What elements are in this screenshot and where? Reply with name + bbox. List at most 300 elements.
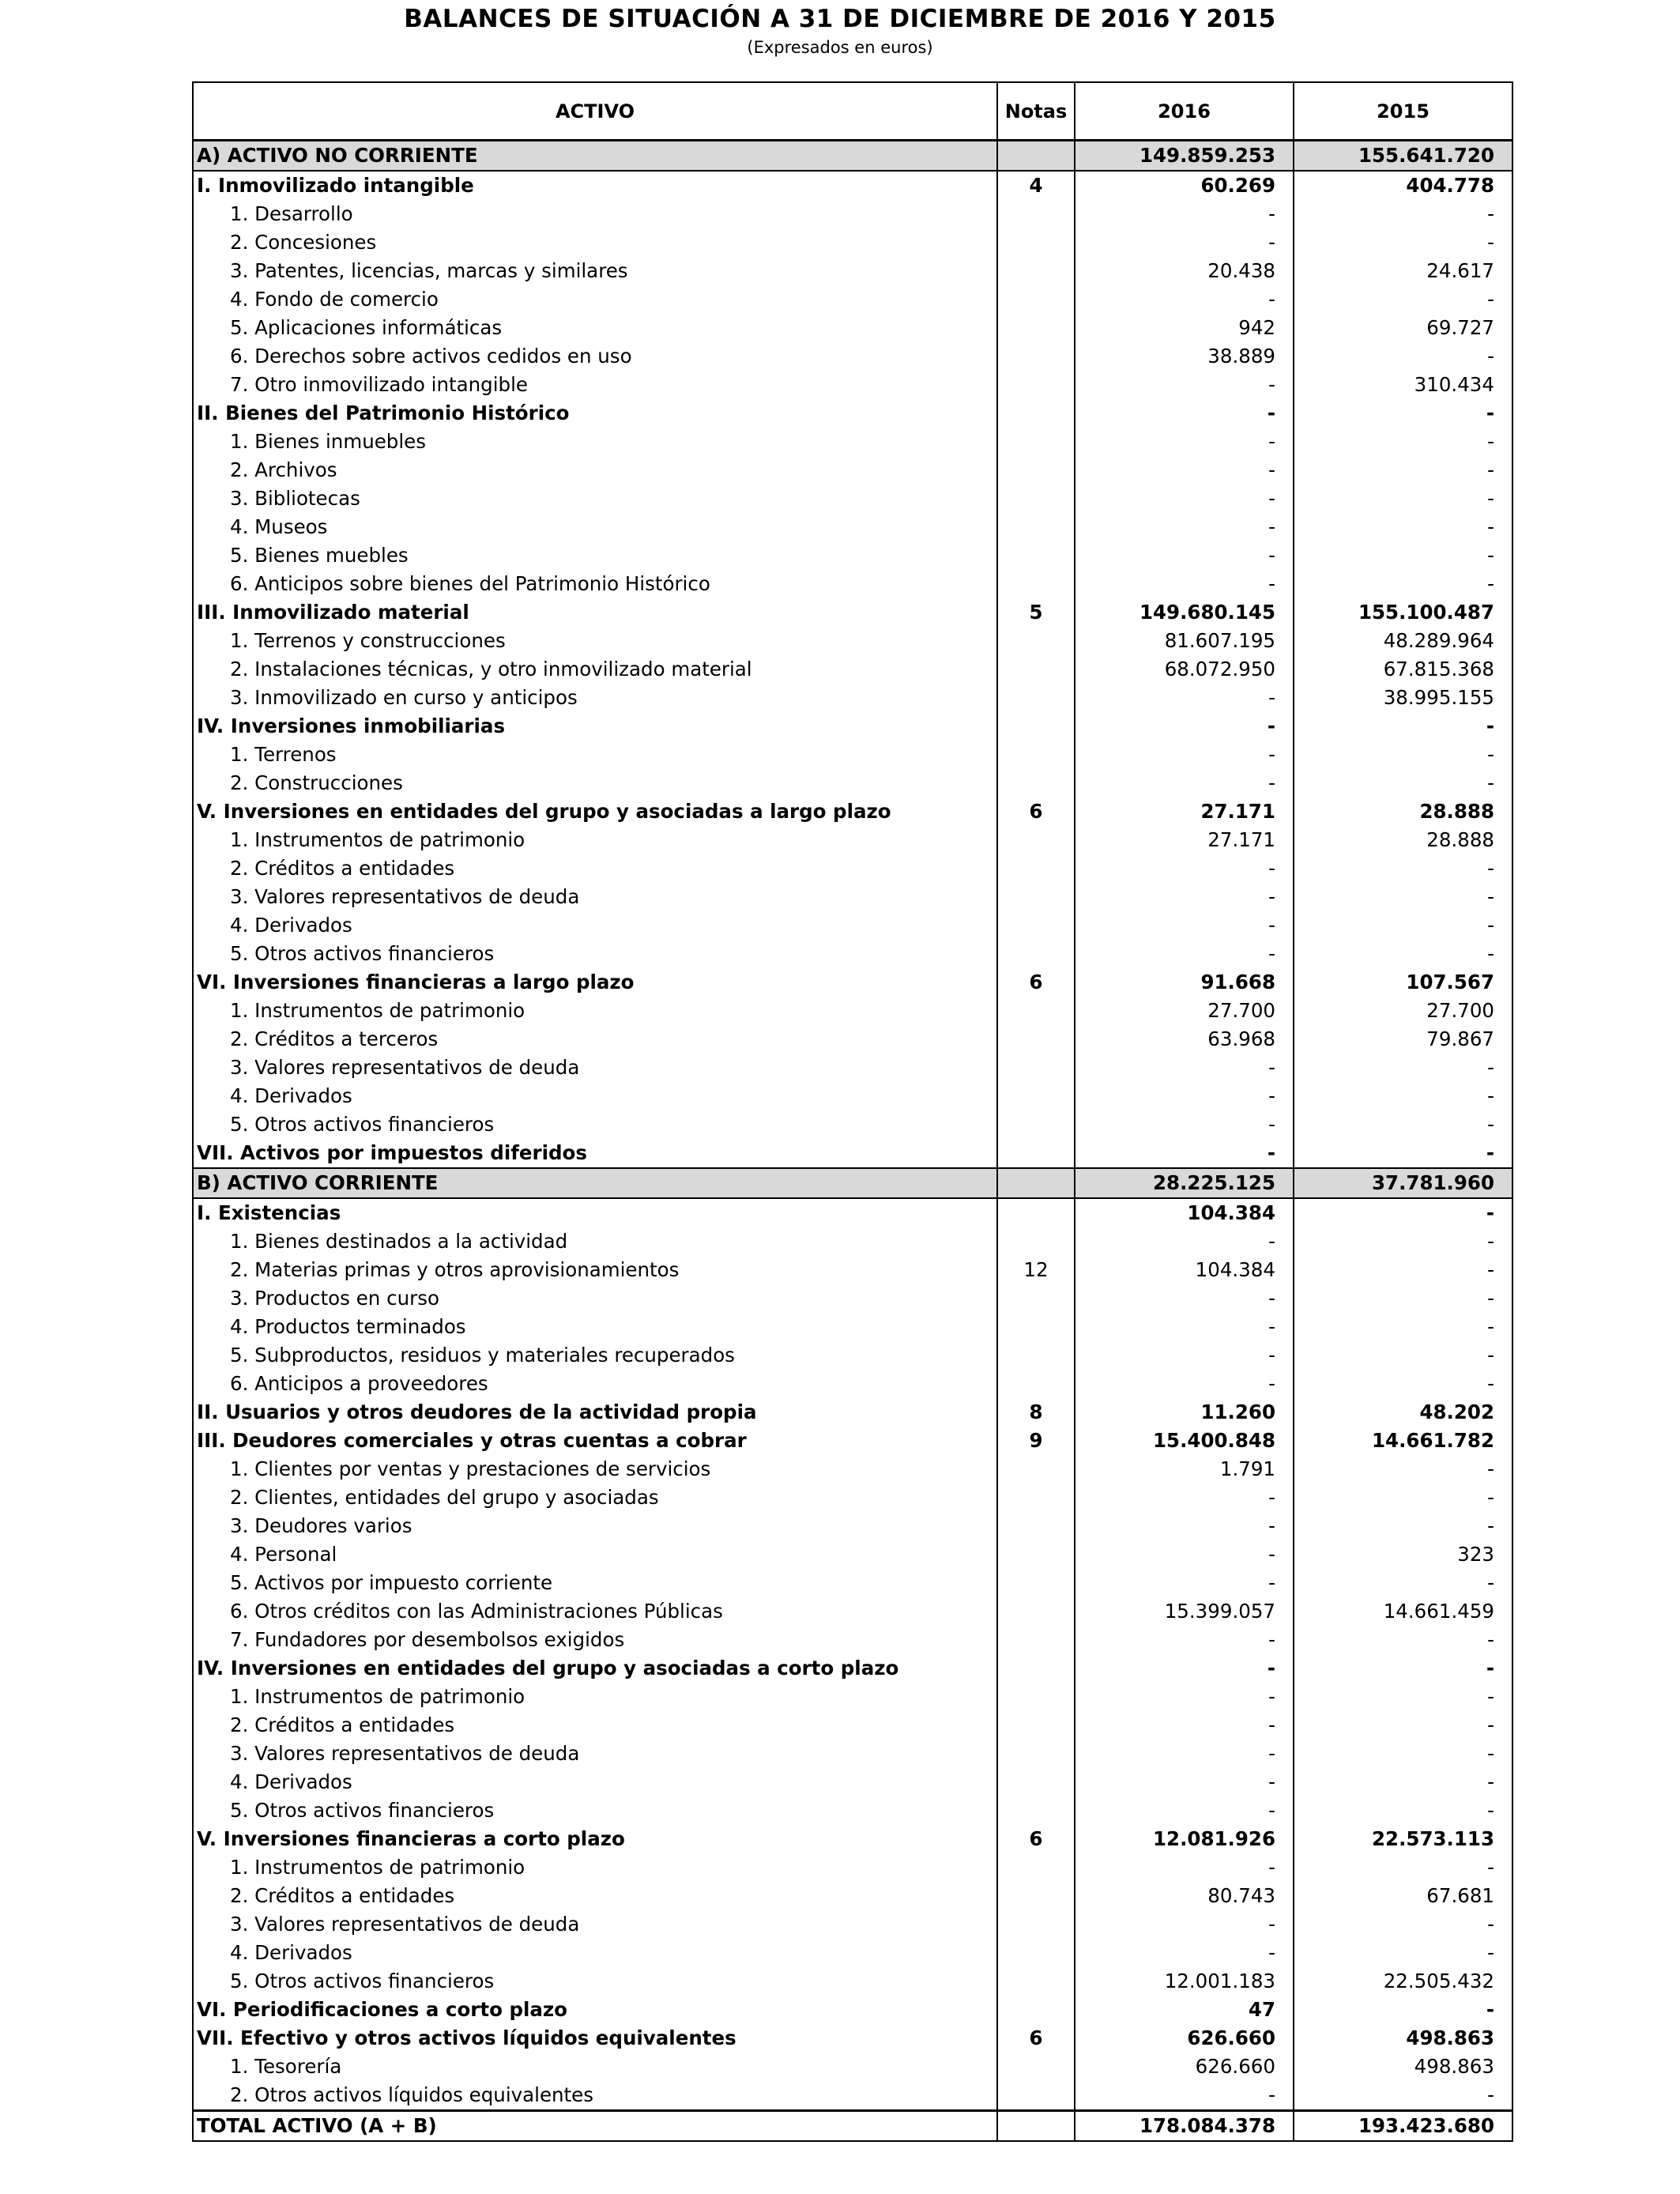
row-value-2015: 27.700 [1294, 997, 1512, 1025]
row-value-2016: - [1075, 541, 1294, 570]
table-row [193, 1198, 1512, 1227]
row-value-2015: - [1294, 1110, 1512, 1139]
row-value-2015: - [1294, 741, 1512, 769]
row-nota [997, 712, 1075, 741]
row-value-2016: 27.171 [1075, 797, 1294, 826]
row-nota: 6 [997, 2024, 1075, 2053]
row-value-2015: 323 [1294, 1540, 1512, 1569]
table-row [193, 428, 1512, 456]
row-label: 3. Deudores varios [193, 1512, 997, 1540]
row-label: 3. Valores representativos de deuda [193, 883, 997, 911]
row-nota [997, 1711, 1075, 1740]
table-row [193, 1882, 1512, 1910]
row-label: 4. Derivados [193, 1768, 997, 1796]
row-value-2016: 28.225.125 [1075, 1168, 1294, 1198]
table-row [193, 1711, 1512, 1740]
row-nota [997, 997, 1075, 1025]
row-nota [997, 883, 1075, 911]
table-row [193, 541, 1512, 570]
row-value-2015: - [1294, 1483, 1512, 1512]
row-value-2015: 28.888 [1294, 797, 1512, 826]
row-label: B) ACTIVO CORRIENTE [193, 1168, 997, 1198]
row-nota [997, 2053, 1075, 2081]
table-row [193, 570, 1512, 598]
row-value-2016: - [1075, 1768, 1294, 1796]
row-label: 1. Instrumentos de patrimonio [193, 826, 997, 854]
row-nota [997, 1483, 1075, 1512]
table-row [193, 484, 1512, 513]
row-label: 2. Créditos a entidades [193, 1882, 997, 1910]
row-nota [997, 1882, 1075, 1910]
row-value-2015: - [1294, 285, 1512, 314]
row-value-2015: - [1294, 1569, 1512, 1597]
table-row [193, 1825, 1512, 1853]
row-nota [997, 1683, 1075, 1711]
row-nota: 6 [997, 797, 1075, 826]
row-nota [997, 428, 1075, 456]
table-row [193, 1054, 1512, 1082]
row-label: III. Deudores comerciales y otras cuentas a cobrar [193, 1427, 997, 1455]
row-value-2016: - [1075, 456, 1294, 484]
row-nota [997, 1284, 1075, 1313]
row-value-2016: - [1075, 883, 1294, 911]
row-value-2016: - [1075, 1370, 1294, 1398]
row-value-2016: - [1075, 1711, 1294, 1740]
row-value-2016: - [1075, 769, 1294, 797]
row-value-2016: 27.700 [1075, 997, 1294, 1025]
row-nota [997, 1967, 1075, 1996]
row-value-2015: 107.567 [1294, 968, 1512, 997]
row-value-2015: 404.778 [1294, 171, 1512, 200]
table-row [193, 1512, 1512, 1540]
row-nota [997, 655, 1075, 684]
row-label: 3. Valores representativos de deuda [193, 1740, 997, 1768]
table-row [193, 257, 1512, 285]
row-value-2015: - [1294, 1054, 1512, 1082]
row-value-2016: - [1075, 1654, 1294, 1683]
row-label: 1. Clientes por ventas y prestaciones de servicios [193, 1455, 997, 1483]
row-value-2015: - [1294, 1139, 1512, 1168]
row-value-2016: - [1075, 1512, 1294, 1540]
row-label: 5. Aplicaciones informáticas [193, 314, 997, 342]
row-nota: 9 [997, 1427, 1075, 1455]
row-label: 6. Derechos sobre activos cedidos en uso [193, 342, 997, 371]
row-value-2015: 498.863 [1294, 2024, 1512, 2053]
row-value-2015: - [1294, 200, 1512, 228]
row-label: 5. Otros activos financieros [193, 940, 997, 968]
column-header-activo: ACTIVO [193, 82, 997, 141]
row-value-2016: - [1075, 285, 1294, 314]
row-nota [997, 399, 1075, 428]
row-label: 2. Instalaciones técnicas, y otro inmovilizado material [193, 655, 997, 684]
row-value-2015: - [1294, 1082, 1512, 1110]
row-value-2016: 11.260 [1075, 1398, 1294, 1427]
row-value-2015: - [1294, 1939, 1512, 1967]
row-value-2016: - [1075, 399, 1294, 428]
row-nota [997, 1512, 1075, 1540]
table-row [193, 854, 1512, 883]
row-label: VI. Inversiones financieras a largo plazo [193, 968, 997, 997]
table-row [193, 1740, 1512, 1768]
row-value-2015: - [1294, 1313, 1512, 1341]
row-nota [997, 2081, 1075, 2111]
row-value-2015: - [1294, 940, 1512, 968]
row-nota [997, 1370, 1075, 1398]
row-value-2016: 104.384 [1075, 1256, 1294, 1284]
row-value-2015: 310.434 [1294, 371, 1512, 399]
page-subtitle: (Expresados en euros) [747, 38, 933, 57]
table-row [193, 399, 1512, 428]
row-value-2016: 626.660 [1075, 2024, 1294, 2053]
row-value-2016: 60.269 [1075, 171, 1294, 200]
table-row [193, 741, 1512, 769]
row-value-2016: - [1075, 228, 1294, 257]
row-nota [997, 1996, 1075, 2024]
row-label: 5. Otros activos financieros [193, 1967, 997, 1996]
row-label: 6. Anticipos a proveedores [193, 1370, 997, 1398]
row-nota [997, 1455, 1075, 1483]
table-row [193, 1597, 1512, 1626]
row-nota [997, 1768, 1075, 1796]
table-header-row [193, 82, 1512, 141]
table-row [193, 342, 1512, 371]
row-nota [997, 1654, 1075, 1683]
row-value-2015: - [1294, 1455, 1512, 1483]
row-value-2015: - [1294, 769, 1512, 797]
row-nota [997, 741, 1075, 769]
table-row [193, 1683, 1512, 1711]
row-nota [997, 1569, 1075, 1597]
row-value-2015: 37.781.960 [1294, 1168, 1512, 1198]
row-value-2016: - [1075, 1540, 1294, 1569]
row-label: 7. Fundadores por desembolsos exigidos [193, 1626, 997, 1654]
row-value-2016: - [1075, 911, 1294, 940]
row-value-2016: - [1075, 1082, 1294, 1110]
row-value-2015: 22.505.432 [1294, 1967, 1512, 1996]
row-value-2016: 178.084.378 [1075, 2111, 1294, 2142]
row-label: 3. Productos en curso [193, 1284, 997, 1313]
row-label: 5. Otros activos financieros [193, 1110, 997, 1139]
row-value-2015: - [1294, 428, 1512, 456]
row-value-2015: - [1294, 1370, 1512, 1398]
table-row [193, 655, 1512, 684]
row-value-2015: - [1294, 1256, 1512, 1284]
table-row [193, 1455, 1512, 1483]
table-row [193, 1853, 1512, 1882]
row-value-2015: 155.100.487 [1294, 598, 1512, 627]
row-nota: 5 [997, 598, 1075, 627]
row-value-2016: - [1075, 940, 1294, 968]
row-label: 1. Tesorería [193, 2053, 997, 2081]
row-value-2015: 498.863 [1294, 2053, 1512, 2081]
row-label: 4. Derivados [193, 1939, 997, 1967]
table-row [193, 997, 1512, 1025]
row-nota [997, 456, 1075, 484]
row-nota [997, 1597, 1075, 1626]
row-value-2016: - [1075, 1740, 1294, 1768]
row-nota [997, 1626, 1075, 1654]
row-label: 3. Inmovilizado en curso y anticipos [193, 684, 997, 712]
table-row [193, 2111, 1512, 2142]
row-nota [997, 1025, 1075, 1054]
row-nota [997, 826, 1075, 854]
row-value-2015: - [1294, 1683, 1512, 1711]
row-value-2015: - [1294, 541, 1512, 570]
row-nota [997, 1540, 1075, 1569]
row-label: I. Existencias [193, 1198, 997, 1227]
table-row [193, 228, 1512, 257]
row-nota [997, 200, 1075, 228]
row-label: 1. Bienes destinados a la actividad [193, 1227, 997, 1256]
row-value-2015: 69.727 [1294, 314, 1512, 342]
row-label: TOTAL ACTIVO (A + B) [193, 2111, 997, 2142]
table-row [193, 883, 1512, 911]
row-value-2016: - [1075, 1284, 1294, 1313]
row-value-2016: - [1075, 1683, 1294, 1711]
row-nota [997, 570, 1075, 598]
table-body [193, 141, 1512, 2142]
row-value-2016: - [1075, 1054, 1294, 1082]
row-nota [997, 484, 1075, 513]
table-row [193, 684, 1512, 712]
row-value-2015: - [1294, 911, 1512, 940]
row-value-2016: 63.968 [1075, 1025, 1294, 1054]
row-value-2016: - [1075, 1939, 1294, 1967]
table-row [193, 1939, 1512, 1967]
row-label: 4. Productos terminados [193, 1313, 997, 1341]
table-row [193, 1910, 1512, 1939]
row-label: 3. Patentes, licencias, marcas y similares [193, 257, 997, 285]
row-label: 2. Clientes, entidades del grupo y asociadas [193, 1483, 997, 1512]
row-label: 2. Otros activos líquidos equivalentes [193, 2081, 997, 2111]
table-row [193, 1768, 1512, 1796]
row-value-2015: - [1294, 712, 1512, 741]
row-label: 1. Instrumentos de patrimonio [193, 997, 997, 1025]
row-label: 1. Instrumentos de patrimonio [193, 1683, 997, 1711]
row-value-2015: 38.995.155 [1294, 684, 1512, 712]
row-label: 4. Fondo de comercio [193, 285, 997, 314]
table-row [193, 940, 1512, 968]
table-row [193, 1025, 1512, 1054]
row-value-2015: 14.661.782 [1294, 1427, 1512, 1455]
row-nota [997, 1227, 1075, 1256]
column-header-2016: 2016 [1075, 82, 1294, 141]
row-nota [997, 1853, 1075, 1882]
row-label: 2. Construcciones [193, 769, 997, 797]
table-row [193, 1569, 1512, 1597]
row-value-2016: - [1075, 371, 1294, 399]
table-row [193, 1654, 1512, 1683]
row-label: 1. Desarrollo [193, 200, 997, 228]
row-value-2016: - [1075, 1796, 1294, 1825]
row-label: 7. Otro inmovilizado intangible [193, 371, 997, 399]
row-label: VII. Efectivo y otros activos líquidos equivalentes [193, 2024, 997, 2053]
row-value-2016: 149.859.253 [1075, 141, 1294, 172]
row-value-2016: - [1075, 712, 1294, 741]
row-value-2016: 68.072.950 [1075, 655, 1294, 684]
row-label: 1. Bienes inmuebles [193, 428, 997, 456]
row-value-2015: - [1294, 228, 1512, 257]
row-value-2015: - [1294, 1227, 1512, 1256]
row-label: IV. Inversiones inmobiliarias [193, 712, 997, 741]
row-value-2016: 20.438 [1075, 257, 1294, 285]
row-nota: 12 [997, 1256, 1075, 1284]
table-row [193, 2081, 1512, 2111]
row-nota [997, 513, 1075, 541]
row-value-2016: 12.081.926 [1075, 1825, 1294, 1853]
row-value-2015: - [1294, 1740, 1512, 1768]
row-nota [997, 1740, 1075, 1768]
row-value-2016: - [1075, 2081, 1294, 2111]
row-label: 1. Instrumentos de patrimonio [193, 1853, 997, 1882]
row-value-2015: - [1294, 342, 1512, 371]
row-value-2015: - [1294, 854, 1512, 883]
row-value-2016: - [1075, 1313, 1294, 1341]
row-value-2016: - [1075, 513, 1294, 541]
table-row [193, 598, 1512, 627]
row-value-2015: - [1294, 1996, 1512, 2024]
table-row [193, 627, 1512, 655]
table-row [193, 1168, 1512, 1198]
row-value-2016: 626.660 [1075, 2053, 1294, 2081]
table-row [193, 285, 1512, 314]
row-label: 6. Otros créditos con las Administraciones Públicas [193, 1597, 997, 1626]
table-row [193, 171, 1512, 200]
row-value-2015: - [1294, 1198, 1512, 1227]
row-label: 2. Créditos a entidades [193, 1711, 997, 1740]
row-value-2016: - [1075, 1853, 1294, 1882]
table-row [193, 1483, 1512, 1512]
row-value-2015: 48.289.964 [1294, 627, 1512, 655]
row-label: VII. Activos por impuestos diferidos [193, 1139, 997, 1168]
row-value-2015: 155.641.720 [1294, 141, 1512, 172]
table-row [193, 797, 1512, 826]
row-nota [997, 257, 1075, 285]
row-label: IV. Inversiones en entidades del grupo y asociadas a corto plazo [193, 1654, 997, 1683]
row-label: 2. Concesiones [193, 228, 997, 257]
row-value-2016: - [1075, 1341, 1294, 1370]
row-nota [997, 1939, 1075, 1967]
row-nota [997, 1168, 1075, 1198]
row-label: II. Usuarios y otros deudores de la actividad propia [193, 1398, 997, 1427]
row-nota [997, 1313, 1075, 1341]
row-value-2015: - [1294, 1654, 1512, 1683]
table-row [193, 1540, 1512, 1569]
table-row [193, 769, 1512, 797]
row-nota [997, 627, 1075, 655]
row-label: 2. Créditos a entidades [193, 854, 997, 883]
table-row [193, 1341, 1512, 1370]
row-nota [997, 1110, 1075, 1139]
row-label: 3. Valores representativos de deuda [193, 1054, 997, 1082]
row-value-2016: 104.384 [1075, 1198, 1294, 1227]
row-nota: 6 [997, 968, 1075, 997]
row-value-2015: - [1294, 513, 1512, 541]
row-label: 1. Terrenos [193, 741, 997, 769]
table-row [193, 1796, 1512, 1825]
row-nota [997, 1341, 1075, 1370]
table-row [193, 1996, 1512, 2024]
row-value-2016: 91.668 [1075, 968, 1294, 997]
row-value-2016: 38.889 [1075, 342, 1294, 371]
row-value-2016: - [1075, 570, 1294, 598]
row-value-2015: - [1294, 2081, 1512, 2111]
row-label: 1. Terrenos y construcciones [193, 627, 997, 655]
row-value-2016: 12.001.183 [1075, 1967, 1294, 1996]
row-value-2016: - [1075, 741, 1294, 769]
row-value-2015: - [1294, 456, 1512, 484]
row-value-2015: 14.661.459 [1294, 1597, 1512, 1626]
row-value-2016: 80.743 [1075, 1882, 1294, 1910]
table-row [193, 1370, 1512, 1398]
row-label: VI. Periodificaciones a corto plazo [193, 1996, 997, 2024]
row-label: III. Inmovilizado material [193, 598, 997, 627]
table-row [193, 371, 1512, 399]
row-value-2016: - [1075, 1483, 1294, 1512]
row-label: 4. Museos [193, 513, 997, 541]
row-value-2015: 67.681 [1294, 1882, 1512, 1910]
row-value-2015: - [1294, 1768, 1512, 1796]
row-nota [997, 371, 1075, 399]
row-nota [997, 342, 1075, 371]
row-label: 5. Activos por impuesto corriente [193, 1569, 997, 1597]
row-nota [997, 684, 1075, 712]
row-value-2015: - [1294, 484, 1512, 513]
table-row [193, 1427, 1512, 1455]
row-value-2015: 28.888 [1294, 826, 1512, 854]
row-value-2016: 149.680.145 [1075, 598, 1294, 627]
row-value-2016: - [1075, 684, 1294, 712]
row-nota [997, 314, 1075, 342]
table-row [193, 1284, 1512, 1313]
table-row [193, 968, 1512, 997]
table-row [193, 1110, 1512, 1139]
row-nota [997, 2111, 1075, 2142]
column-header-notas: Notas [997, 82, 1075, 141]
row-label: V. Inversiones en entidades del grupo y asociadas a largo plazo [193, 797, 997, 826]
balance-table [192, 81, 1513, 2142]
row-value-2016: 47 [1075, 1996, 1294, 2024]
row-value-2016: - [1075, 484, 1294, 513]
row-nota [997, 541, 1075, 570]
row-nota [997, 1796, 1075, 1825]
row-value-2016: - [1075, 1626, 1294, 1654]
row-nota [997, 854, 1075, 883]
row-label: 5. Subproductos, residuos y materiales recuperados [193, 1341, 997, 1370]
column-header-2015: 2015 [1294, 82, 1512, 141]
row-nota [997, 141, 1075, 172]
table-row [193, 513, 1512, 541]
row-value-2016: - [1075, 1569, 1294, 1597]
row-nota [997, 1082, 1075, 1110]
table-row [193, 1139, 1512, 1168]
row-label: A) ACTIVO NO CORRIENTE [193, 141, 997, 172]
row-value-2015: 22.573.113 [1294, 1825, 1512, 1853]
row-value-2015: - [1294, 1341, 1512, 1370]
row-label: 2. Créditos a terceros [193, 1025, 997, 1054]
row-nota: 4 [997, 171, 1075, 200]
row-label: 3. Bibliotecas [193, 484, 997, 513]
table-row [193, 1967, 1512, 1996]
table-row [193, 826, 1512, 854]
row-label: V. Inversiones financieras a corto plazo [193, 1825, 997, 1853]
row-value-2016: - [1075, 200, 1294, 228]
row-label: II. Bienes del Patrimonio Histórico [193, 399, 997, 428]
row-value-2015: 67.815.368 [1294, 655, 1512, 684]
row-nota: 8 [997, 1398, 1075, 1427]
row-value-2016: 942 [1075, 314, 1294, 342]
row-label: 6. Anticipos sobre bienes del Patrimonio Histórico [193, 570, 997, 598]
